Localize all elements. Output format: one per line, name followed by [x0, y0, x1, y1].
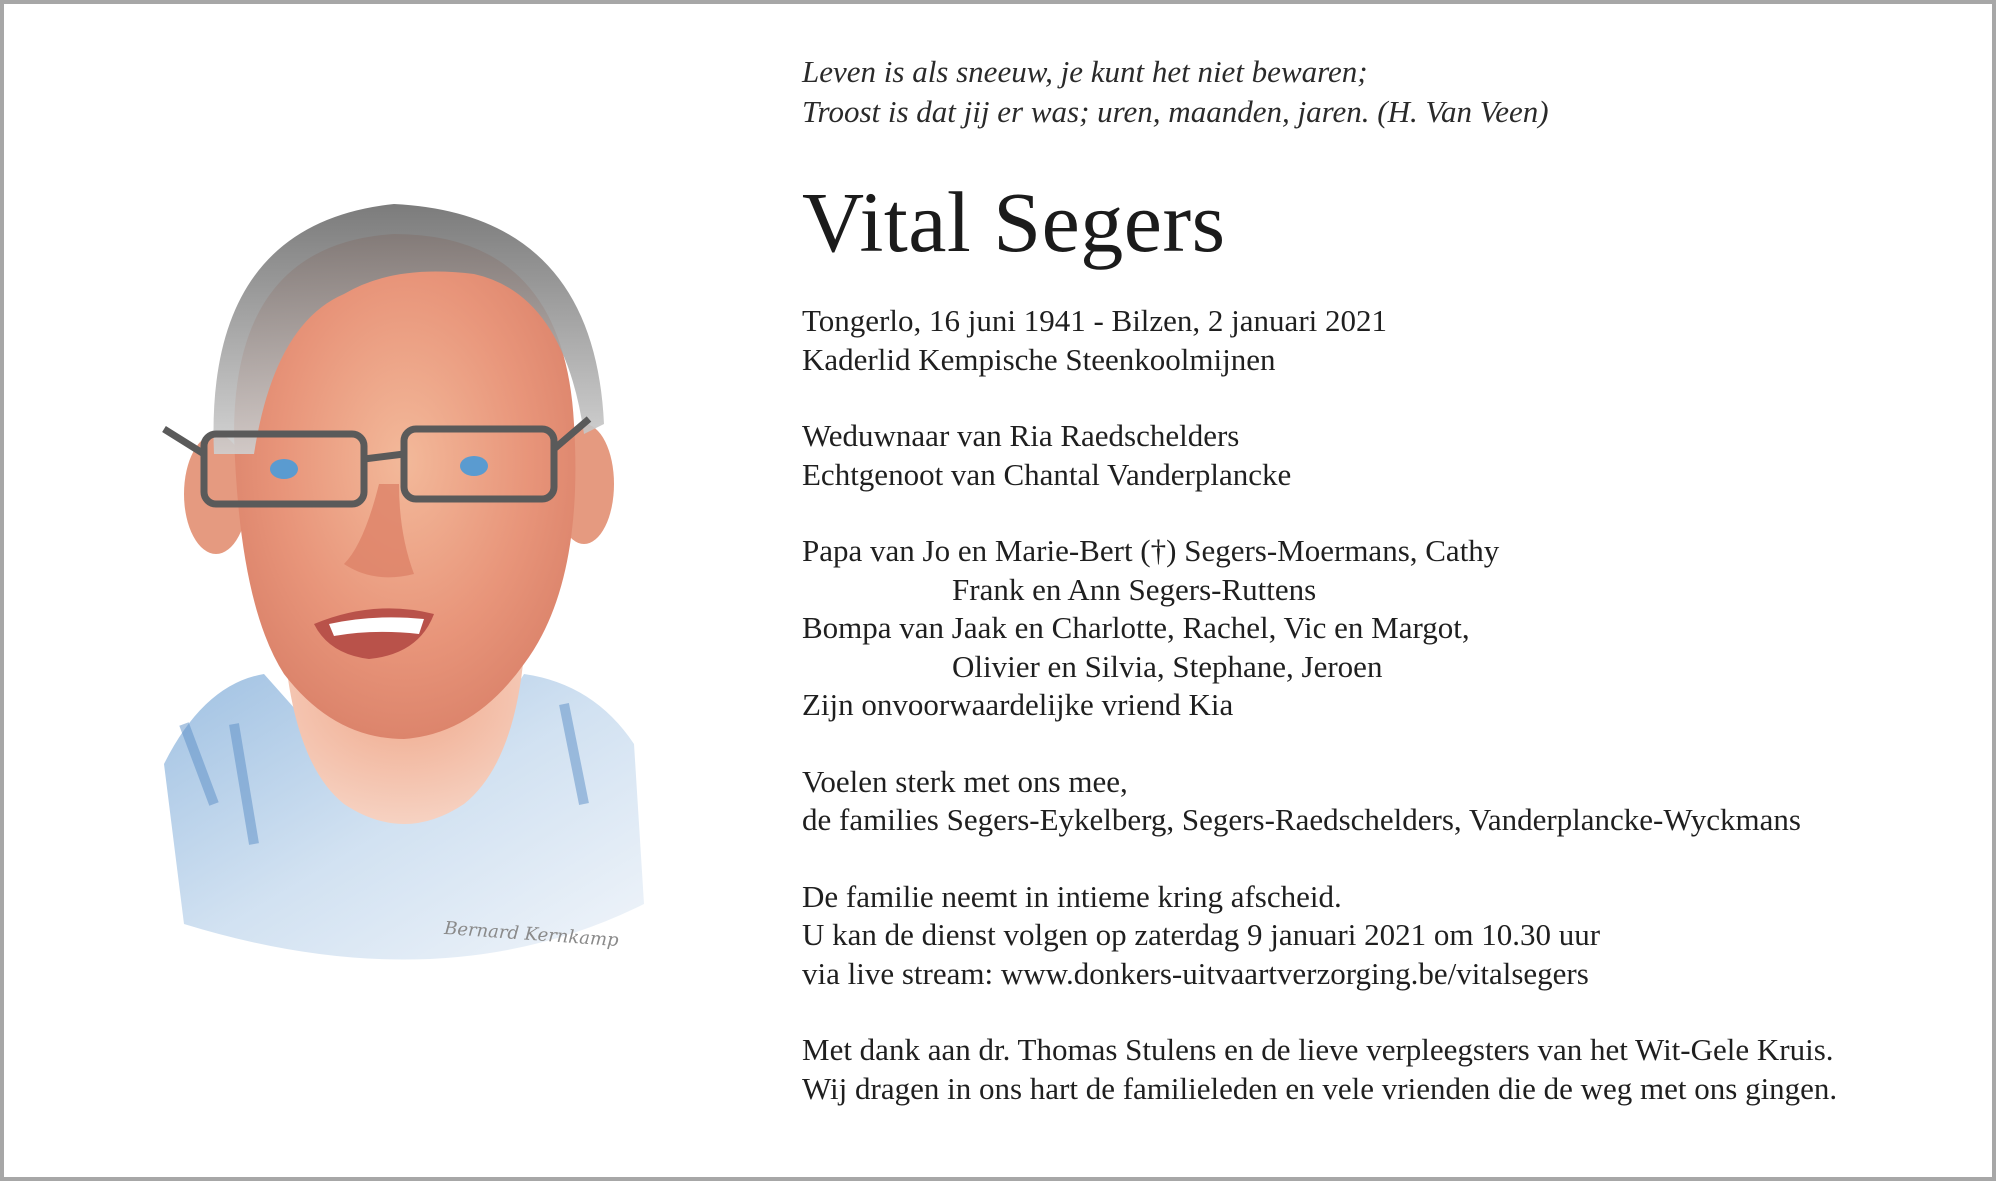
thanks-line: Met dank aan dr. Thomas Stulens en de lieve verpleegsters van het Wit-Gele Kruis.: [802, 1032, 1834, 1067]
mourners: [802, 763, 1952, 840]
livestream-line: via live stream: www.donkers-uitvaartverzorging.be/vitalsegers: [802, 955, 1589, 991]
children-line: Frank en Ann Segers-Ruttens: [952, 571, 1317, 607]
thanks-line: Wij dragen in ons hart de familieleden en vele vrienden die de weg met ons gingen.: [802, 1070, 1838, 1106]
grandchildren-line: Olivier en Silvia, Stephane, Jeroen: [952, 648, 1383, 684]
quote: [802, 52, 1952, 132]
friend-line: Zijn onvoorwaardelijke vriend Kia: [802, 687, 1234, 722]
service-line: U kan de dienst volgen op zaterdag 9 januari 2021 om 10.30 uur: [802, 917, 1601, 952]
birth-death-dates: Tongerlo, 16 juni 1941 - Bilzen, 2 januari 2021: [802, 303, 1388, 338]
children-line: Papa van Jo en Marie-Bert (†) Segers-Moermans, Cathy: [802, 533, 1500, 568]
obituary-text: [802, 52, 1952, 1108]
life-details: [802, 302, 1952, 379]
service-info: [802, 878, 1952, 994]
portrait-illustration: [144, 204, 664, 1004]
portrait-drawing: [144, 204, 664, 1004]
spouses: [802, 417, 1952, 494]
widower-line: Weduwnaar van Ria Raedschelders: [802, 418, 1240, 453]
portrait-signature: Bernard Kernkamp: [443, 917, 620, 952]
service-line: De familie neemt in intieme kring afscheid.: [802, 878, 1342, 914]
quote-line: Leven is als sneeuw, je kunt het niet bewaren;: [802, 54, 1368, 89]
deceased-name: Vital Segers: [802, 174, 1226, 270]
mourners-line: Voelen sterk met ons mee,: [802, 763, 1128, 799]
grandchildren-line: Bompa van Jaak en Charlotte, Rachel, Vic en Margot,: [802, 610, 1470, 645]
family-members: [802, 532, 1952, 725]
quote-line: Troost is dat jij er was; uren, maanden, jaren. (H. Van Veen): [802, 94, 1549, 129]
thanks: [802, 1031, 1952, 1108]
mourners-line: de families Segers-Eykelberg, Segers-Raedschelders, Vanderplancke-Wyckmans: [802, 802, 1801, 837]
occupation: Kaderlid Kempische Steenkoolmijnen: [802, 341, 1276, 377]
spouse-line: Echtgenoot van Chantal Vanderplancke: [802, 456, 1292, 492]
